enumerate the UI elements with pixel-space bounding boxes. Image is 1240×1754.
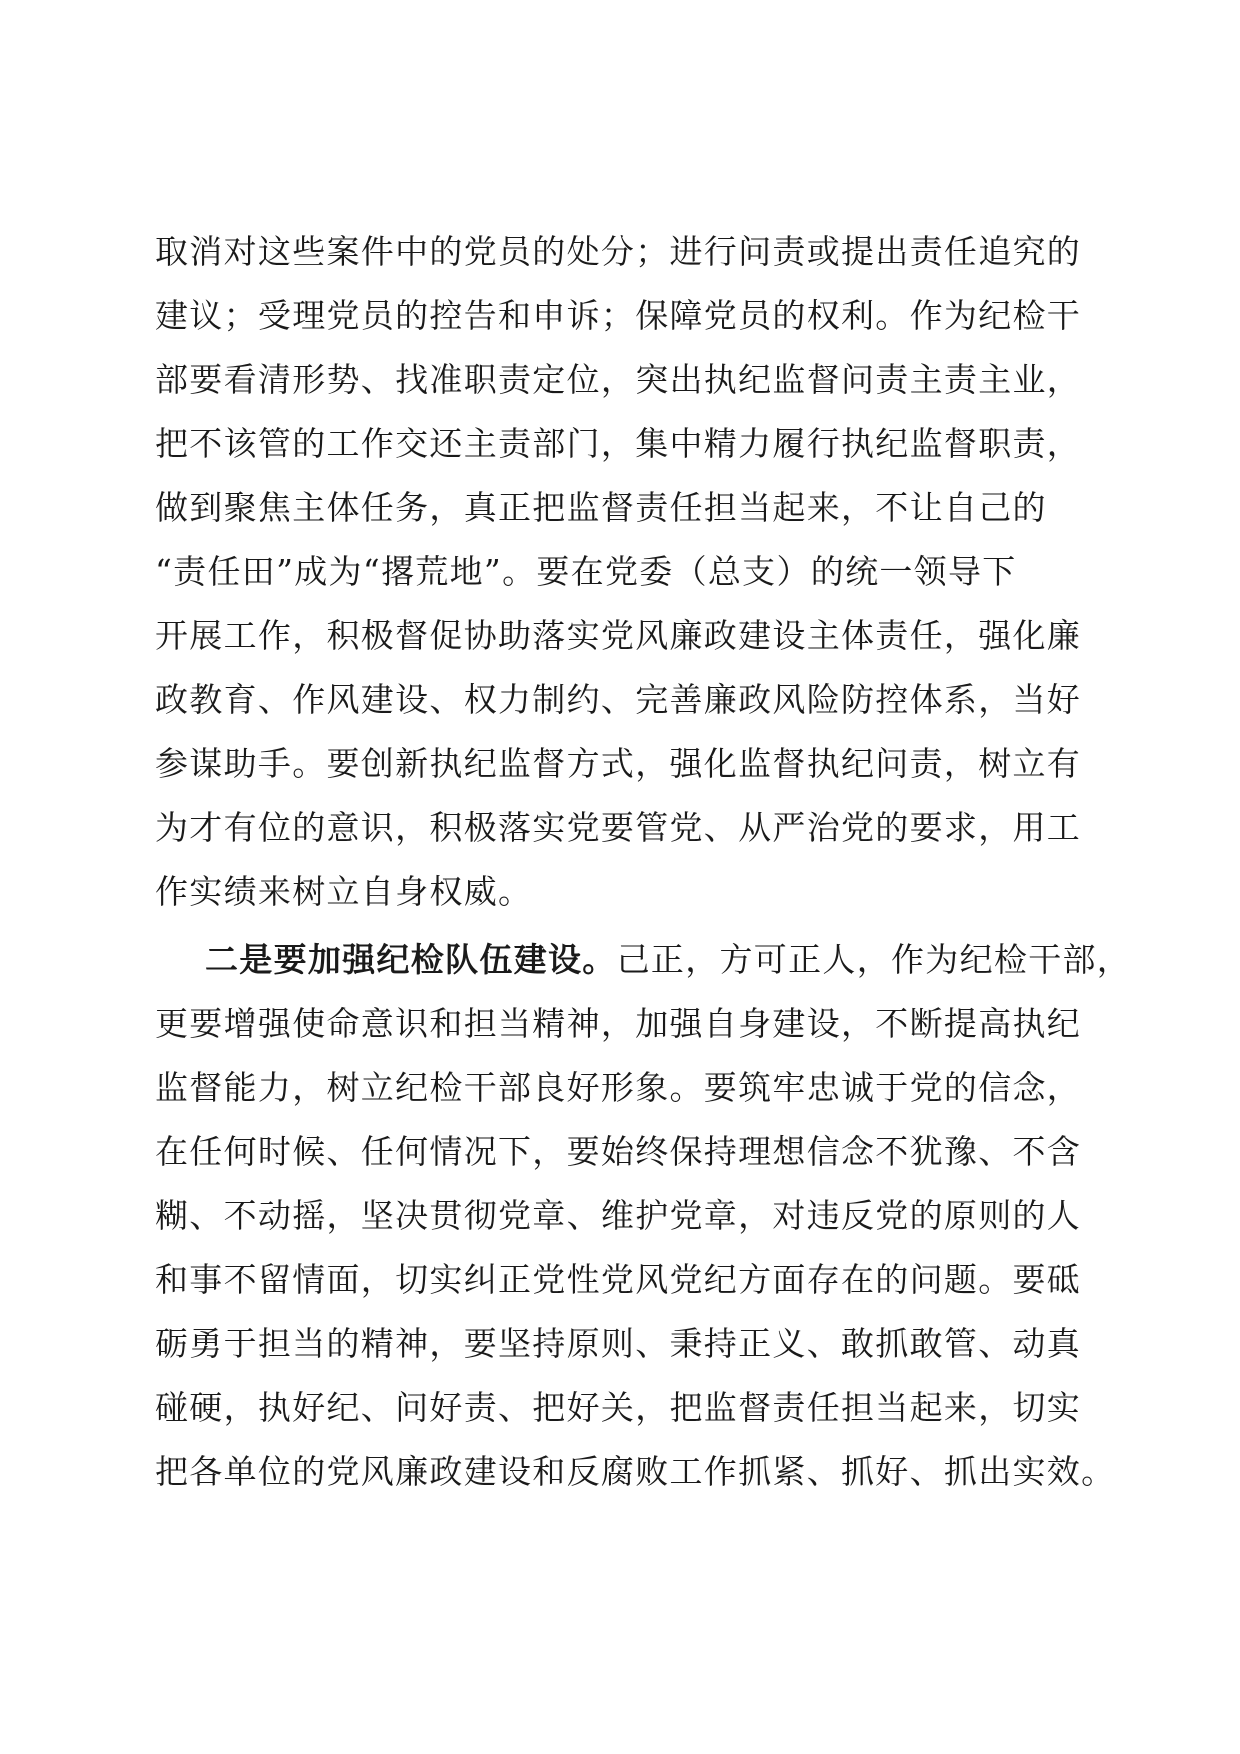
paragraph-line: 在任何时候、任何情况下，要始终保持理想信念不犹豫、不含 (155, 1132, 1082, 1171)
paragraph-line: 把不该管的工作交还主责部门，集中精力履行执纪监督职责， (155, 424, 1082, 463)
paragraph-line: 为才有位的意识，积极落实党要管党、从严治党的要求，用工 (155, 808, 1082, 847)
paragraph-2 (155, 928, 1132, 1504)
paragraph-line: 糊、不动摇，坚决贯彻党章、维护党章，对违反党的原则的人 (155, 1196, 1082, 1235)
paragraph-line: 把各单位的党风廉政建设和反腐败工作抓紧、抓好、抓出实效。 (155, 1452, 1116, 1491)
paragraph-1 (155, 220, 1095, 924)
paragraph-line: “责任田”成为“撂荒地”。要在党委（总支）的统一领导下 (155, 552, 1017, 591)
paragraph-line: 政教育、作风建设、权力制约、完善廉政风险防控体系，当好 (155, 680, 1082, 719)
paragraph-line: 砺勇于担当的精神，要坚持原则、秉持正义、敢抓敢管、动真 (155, 1324, 1082, 1363)
paragraph-line: 和事不留情面，切实纠正党性党风党纪方面存在的问题。要砥 (155, 1260, 1082, 1299)
paragraph-line: 监督能力，树立纪检干部良好形象。要筑牢忠诚于党的信念， (155, 1068, 1082, 1107)
paragraph-line: 建议；受理党员的控告和申诉；保障党员的权利。作为纪检干 (155, 296, 1082, 335)
paragraph-line: 部要看清形势、找准职责定位，突出执纪监督问责主责主业， (155, 360, 1082, 399)
paragraph-first-line-text: 己正，方可正人，作为纪检干部， (616, 940, 1132, 979)
paragraph-line: 做到聚焦主体任务，真正把监督责任担当起来，不让自己的 (155, 488, 1047, 527)
paragraph-line: 开展工作，积极督促协助落实党风廉政建设主体责任，强化廉 (155, 616, 1082, 655)
paragraph-lead-heading: 二是要加强纪检队伍建设。 (205, 940, 617, 979)
paragraph-first-line (155, 928, 1132, 992)
paragraph-line: 更要增强使命意识和担当精神，加强自身建设，不断提高执纪 (155, 1004, 1082, 1043)
paragraph-line: 参谋助手。要创新执纪监督方式，强化监督执纪问责，树立有 (155, 744, 1082, 783)
paragraph-line: 取消对这些案件中的党员的处分；进行问责或提出责任追究的 (155, 232, 1082, 271)
paragraph-line: 碰硬，执好纪、问好责、把好关，把监督责任担当起来，切实 (155, 1388, 1082, 1427)
paragraph-line: 作实绩来树立自身权威。 (155, 872, 533, 911)
